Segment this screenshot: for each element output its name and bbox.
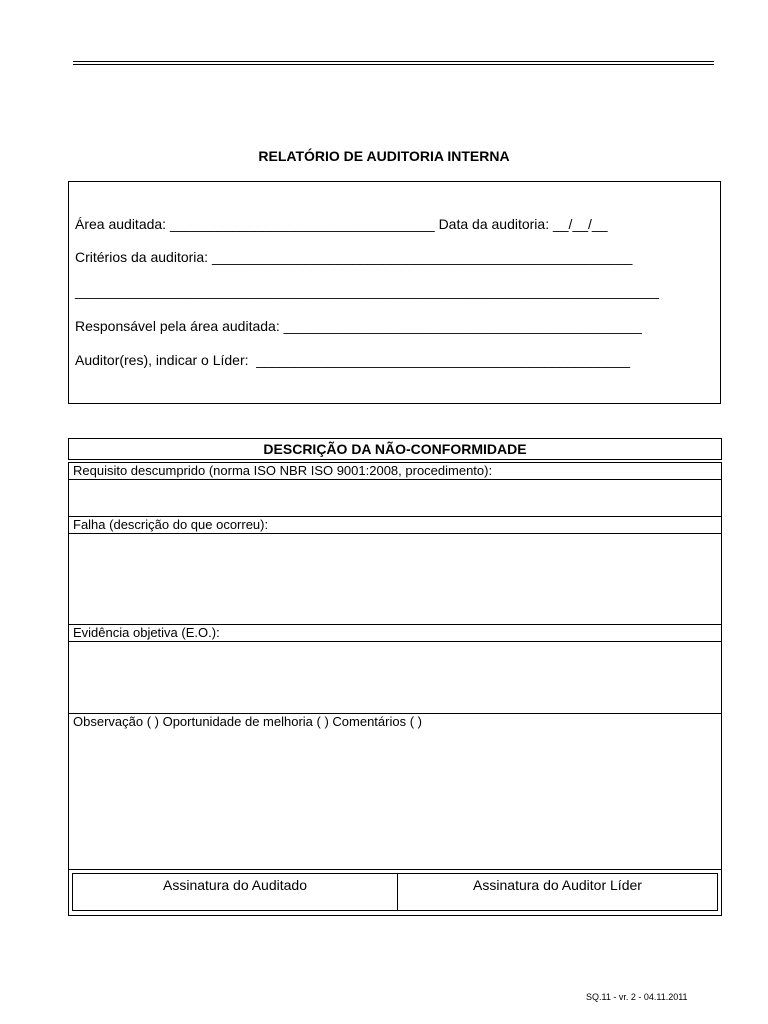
evidencia-field[interactable] [68, 642, 722, 713]
audit-info-box [68, 181, 721, 404]
falha-field[interactable] [68, 534, 722, 624]
falha-label: Falha (descrição do que ocorreu): [68, 516, 722, 534]
criterios-line: Critérios da auditoria: ______________________________________________________ [75, 249, 633, 265]
footer-version: SQ.11 - vr. 2 - 04.11.2011 [586, 992, 688, 1002]
area-auditada-line: Área auditada: __________________________________ Data da auditoria: __/__/__ [75, 216, 608, 232]
signature-auditado[interactable]: Assinatura do Auditado [73, 874, 398, 910]
nc-heading: DESCRIÇÃO DA NÃO-CONFORMIDADE [68, 438, 722, 460]
top-rule-1 [73, 61, 714, 62]
document-title: RELATÓRIO DE AUDITORIA INTERNA [258, 148, 510, 164]
signature-table [68, 869, 722, 916]
responsavel-line: Responsável pela área auditada: ______________________________________________ [75, 318, 642, 334]
observacao-label: Observação ( ) Oportunidade de melhoria ( ) Comentários ( ) [73, 714, 422, 729]
observacao-box[interactable] [68, 713, 722, 870]
evidencia-label: Evidência objetiva (E.O.): [68, 624, 722, 642]
requisito-label: Requisito descumprido (norma ISO NBR ISO 9001:2008, procedimento): [68, 462, 722, 480]
top-rule-2 [73, 64, 714, 65]
criterios-continuation-line: ___________________________________________________________________________ [75, 283, 659, 299]
requisito-field[interactable] [68, 480, 722, 516]
auditores-line: Auditor(res), indicar o Líder: ________________________________________________ [75, 352, 631, 368]
signature-auditor-lider[interactable]: Assinatura do Auditor Líder [473, 877, 642, 893]
